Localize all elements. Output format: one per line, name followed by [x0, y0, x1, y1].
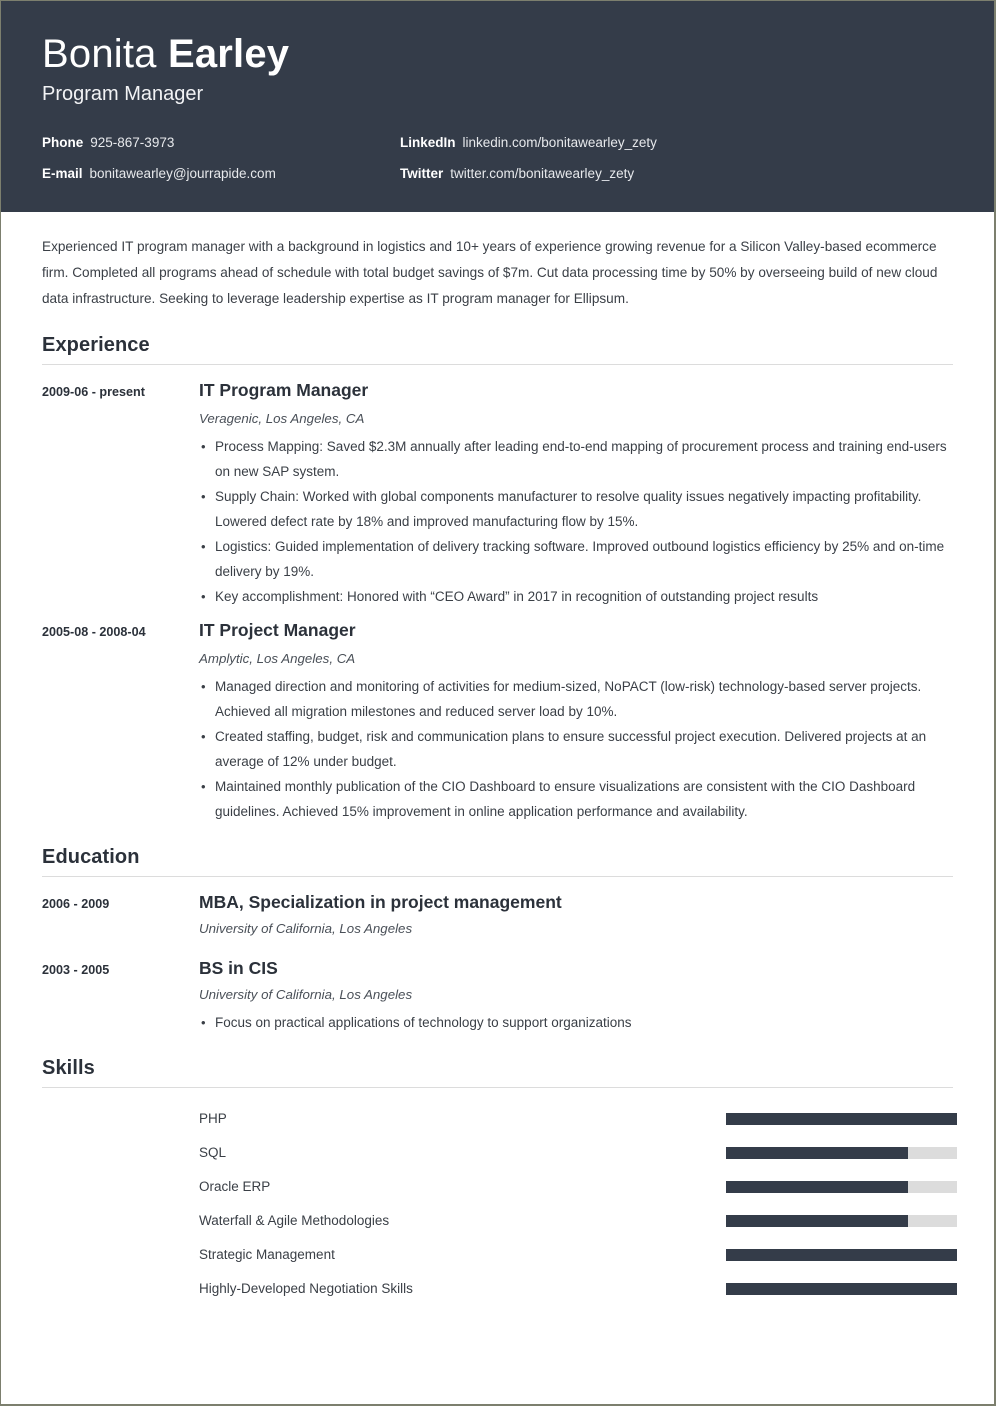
contact-grid [42, 134, 953, 182]
contact-email-label: E-mail [42, 166, 83, 181]
education-entry-date: 2006 - 2009 [42, 897, 110, 911]
education-entry-degree: BS in CIS [199, 958, 278, 978]
skill-level-fill [726, 1283, 957, 1295]
contact-phone [42, 134, 400, 151]
experience-entry-org: Veragenic, Los Angeles, CA [199, 411, 365, 426]
experience-section-title: Experience [42, 334, 150, 356]
professional-summary: Experienced IT program manager with a background in logistics and 10+ years of experience growing revenue for a Silicon Valley-based ecommerce firm. Completed all programs ahead of schedule with total budget savings of $7m. Cut data processing time by 50% by overseeing build of new cloud data infrastructure. Seeking to leverage leadership expertise as IT program manager for Ellipsum. [42, 239, 938, 306]
education-entry [42, 957, 953, 1035]
list-item: • Maintained monthly publication of the CIO Dashboard to ensure visualizations are consistent with the CIO Dashboard guidelines. Achieved 15% improvement in online application performance and availability. [199, 774, 953, 824]
education-entry-degree: MBA, Specialization in project management [199, 892, 562, 912]
job-title: Program Manager [42, 83, 204, 105]
list-item: • Supply Chain: Worked with global components manufacturer to resolve quality issues negatively impacting profitability. Lowered defect rate by 18% and improved manufacturing flow by 15%. [199, 484, 953, 534]
contact-phone-label: Phone [42, 135, 84, 150]
education-section-title: Education [42, 846, 140, 868]
education-entry-school: University of California, Los Angeles [199, 921, 413, 936]
section-divider [42, 364, 953, 365]
skill-name: PHP [199, 1111, 227, 1126]
skill-level-bar [726, 1113, 957, 1125]
skill-name: SQL [199, 1145, 227, 1160]
skill-row [42, 1204, 953, 1238]
education-entry-bullets [199, 1010, 953, 1035]
experience-entry-role: IT Program Manager [199, 380, 369, 400]
list-item: • Process Mapping: Saved $2.3M annually after leading end-to-end mapping of procurement process and training end-users on new SAP system. [199, 434, 953, 484]
contact-linkedin[interactable] [400, 134, 953, 151]
education-entry-school: University of California, Los Angeles [199, 987, 413, 1002]
skill-row [42, 1170, 953, 1204]
skill-name: Waterfall & Agile Methodologies [199, 1213, 390, 1228]
first-name: Bonita [42, 32, 157, 76]
skill-row [42, 1136, 953, 1170]
skill-level-bar [726, 1147, 957, 1159]
contact-linkedin-label: LinkedIn [400, 135, 456, 150]
list-item: • Managed direction and monitoring of activities for medium-sized, NoPACT (low-risk) technology-based server projects. Achieved all migration milestones and reduced server load by 10%. [199, 674, 953, 724]
skills-section-title: Skills [42, 1057, 95, 1079]
experience-entry-main [199, 379, 953, 609]
skill-level-bar [726, 1283, 957, 1295]
skill-level-fill [726, 1249, 957, 1261]
resume-header [1, 1, 994, 212]
skill-name: Highly-Developed Negotiation Skills [199, 1281, 413, 1296]
education-entry-main [199, 891, 953, 944]
experience-entry-role: IT Project Manager [199, 620, 356, 640]
experience-section [42, 334, 953, 824]
contact-phone-value: 925-867-3973 [90, 135, 175, 150]
experience-entry-date: 2009-06 - present [42, 385, 145, 399]
experience-entry-date: 2005-08 - 2008-04 [42, 625, 146, 639]
resume-body [1, 234, 994, 1306]
skills-section [42, 1057, 953, 1306]
experience-entry-main [199, 619, 953, 824]
skill-level-fill [726, 1215, 908, 1227]
education-entry-main [199, 957, 953, 1035]
list-item: • Key accomplishment: Honored with “CEO Award” in 2017 in recognition of outstanding project results [199, 584, 953, 609]
section-divider [42, 1087, 953, 1088]
experience-entry [42, 619, 953, 824]
list-item: • Created staffing, budget, risk and communication plans to ensure successful project execution. Delivered projects at an average of 12% under budget. [199, 724, 953, 774]
experience-entry-bullets [199, 674, 953, 824]
section-divider [42, 876, 953, 877]
skill-row [42, 1272, 953, 1306]
last-name: Earley [167, 32, 290, 76]
education-entry [42, 891, 953, 944]
skill-level-bar [726, 1181, 957, 1193]
contact-email-value[interactable]: bonitawearley@jourrapide.com [89, 166, 276, 181]
contact-email[interactable] [42, 165, 400, 182]
skill-level-bar [726, 1215, 957, 1227]
experience-entry [42, 379, 953, 609]
skill-name: Strategic Management [199, 1247, 335, 1262]
education-entry-date: 2003 - 2005 [42, 963, 110, 977]
contact-linkedin-value[interactable]: linkedin.com/bonitawearley_zety [462, 135, 657, 150]
list-item: • Logistics: Guided implementation of delivery tracking software. Improved outbound logistics efficiency by 25% and on-time delivery by 19%. [199, 534, 953, 584]
contact-twitter-label: Twitter [400, 166, 444, 181]
education-section [42, 846, 953, 1035]
skills-list [42, 1102, 953, 1306]
experience-entry-org: Amplytic, Los Angeles, CA [199, 651, 356, 666]
skill-level-fill [726, 1147, 908, 1159]
experience-entry-bullets [199, 434, 953, 609]
skill-level-fill [726, 1113, 957, 1125]
page-title [42, 31, 953, 77]
skill-row [42, 1102, 953, 1136]
skill-row [42, 1238, 953, 1272]
contact-twitter-value[interactable]: twitter.com/bonitawearley_zety [450, 166, 635, 181]
skill-name: Oracle ERP [199, 1179, 271, 1194]
list-item: • Focus on practical applications of technology to support organizations [199, 1010, 953, 1035]
contact-twitter[interactable] [400, 165, 953, 182]
skill-level-bar [726, 1249, 957, 1261]
skill-level-fill [726, 1181, 908, 1193]
